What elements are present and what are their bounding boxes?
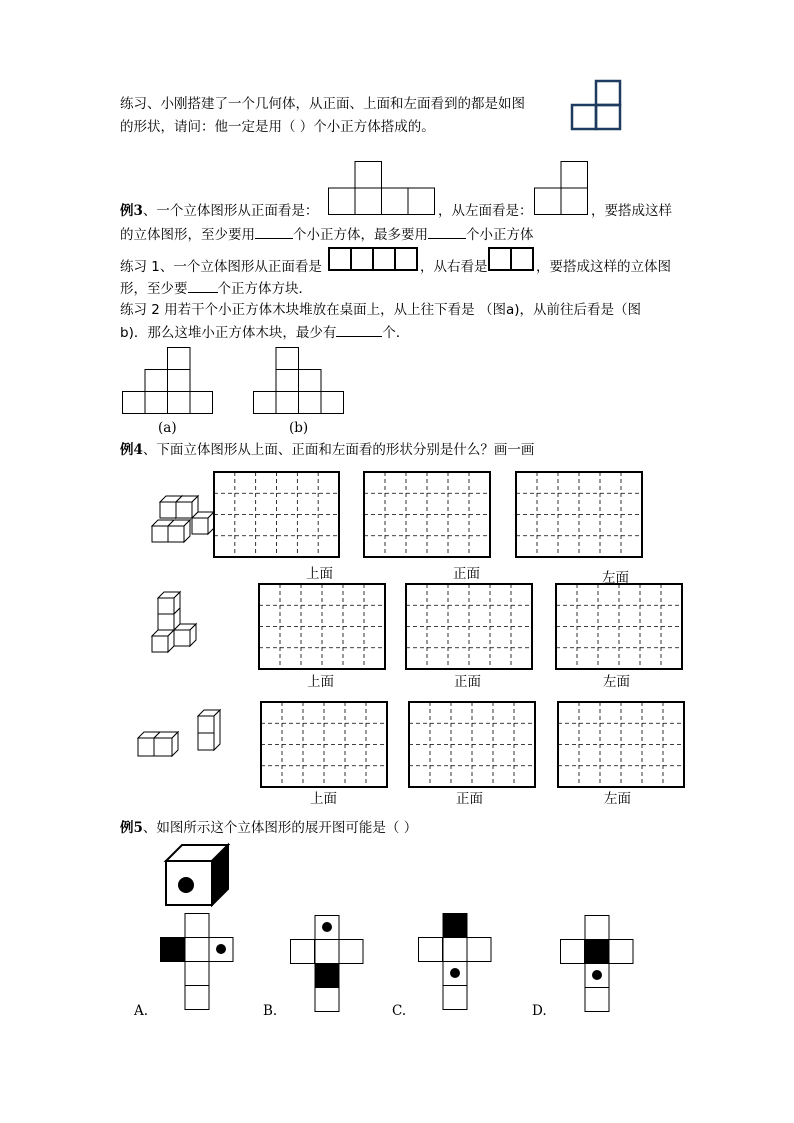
ex5-net-a [160, 913, 236, 1013]
ex3p1-text-3: ，要搭成这样的立体图 [536, 259, 671, 275]
ex3-text-1: 、一个立体图形从正面看是： [142, 203, 319, 219]
ex4-answer-grid-r2-front[interactable] [405, 583, 533, 670]
ex4-answer-grid-r3-left[interactable] [557, 701, 685, 788]
ex3p2-line-2 [120, 322, 409, 343]
ex4-num: 4 [133, 442, 143, 458]
ex4-solid-2 [150, 592, 200, 658]
ex5-cube [166, 845, 230, 907]
ex5-option-c-label[interactable]: C. [392, 1003, 407, 1019]
ex3-blank-min[interactable] [255, 224, 293, 239]
ex4-answer-grid-r2-top[interactable] [258, 583, 386, 670]
ex5-label: 例 [120, 820, 134, 836]
figure-a-top-view [122, 347, 214, 415]
ex3-line2-b: 个小正方体，最多要用 [293, 227, 428, 243]
ex3-left-view [534, 161, 588, 215]
ex4-solid-3 [136, 710, 226, 764]
ex4-r2-cap-top: 上面 [307, 674, 334, 690]
ex3-front-view [328, 161, 438, 215]
ex4-answer-grid-r2-left[interactable] [555, 583, 683, 670]
ex4-r1-cap-left: 左面 [602, 570, 629, 586]
ex3-line-1 [120, 201, 318, 221]
practice-view-figure [572, 81, 622, 131]
ex4-r3-cap-front: 正面 [456, 791, 483, 807]
ex4-answer-grid-r3-front[interactable] [408, 701, 536, 788]
ex3p1-text-1: 练习 1、一个立体图形从正面看是 [120, 259, 322, 275]
ex3p2-line2-a: b)．那么这堆小正方体木块，最少有 [120, 325, 337, 341]
ex4-solid-1 [150, 494, 216, 548]
ex5-option-a-label[interactable]: A. [134, 1003, 149, 1019]
ex5-net-c [418, 913, 494, 1013]
ex4-answer-grid-r3-top[interactable] [260, 701, 388, 788]
ex3p1-text-2: ，从右看是 [420, 259, 488, 275]
ex3p2-line-1: 练习 2 用若干个小正方体木块堆放在桌面上，从上往下看是 （图a)，从前往后看是（图 [120, 302, 642, 318]
ex4-answer-grid-r1-left[interactable] [515, 471, 643, 558]
ex4-label: 例 [120, 442, 134, 458]
practice-line-1: 练习、小刚搭建了一个几何体，从正面、上面和左面看到的都是如图 [120, 96, 525, 112]
practice-line-2: 的形状，请问：他一定是用（ ）个小正方体搭成的。 [120, 119, 435, 135]
ex4-r1-cap-front: 正面 [453, 566, 480, 582]
ex3p2-line2-b: 个． [382, 325, 410, 341]
ex4-answer-grid-r1-front[interactable] [363, 471, 491, 558]
ex3-line-2 [120, 224, 534, 245]
ex4-r2-cap-front: 正面 [454, 674, 481, 690]
ex5-option-b-label[interactable]: B. [263, 1003, 278, 1019]
ex3-line2-a: 的立体图形，至少要用 [120, 227, 255, 243]
ex4-r3-cap-left: 左面 [604, 791, 631, 807]
ex3-blank-max[interactable] [428, 224, 466, 239]
ex5-option-d-label[interactable]: D. [532, 1003, 547, 1019]
ex3-line2-c: 个小正方体 [466, 227, 534, 243]
ex3p1-line-2 [120, 278, 312, 299]
ex4-heading [120, 440, 534, 460]
ex3p1-line2-a: 形，至少要 [120, 281, 188, 297]
ex5-num: 5 [133, 820, 143, 836]
ex3p1-right-view [488, 247, 534, 271]
ex3-num: 3 [133, 203, 143, 219]
ex3-text-2: ，从左面看是： [438, 203, 533, 219]
ex3p1-front-view [328, 247, 418, 271]
ex5-net-d [560, 915, 636, 1015]
ex3-text-3: ，要搭成这样 [591, 203, 672, 219]
ex4-r2-cap-left: 左面 [603, 674, 630, 690]
ex4-answer-grid-r1-top[interactable] [213, 471, 340, 558]
ex5-net-b [290, 915, 366, 1015]
ex5-heading [120, 818, 417, 838]
figure-b-front-view [253, 347, 345, 415]
ex4-r3-cap-top: 上面 [310, 791, 337, 807]
ex4-text: 、下面立体图形从上面、正面和左面看的形状分别是什么？画一画 [142, 442, 535, 458]
ex3p2-blank[interactable] [336, 322, 382, 337]
ex3p1-line2-b: 个正方体方块． [217, 281, 312, 297]
ex3p1-blank[interactable] [188, 278, 218, 293]
figure-b-caption: (b) [289, 420, 309, 436]
figure-a-caption: (a) [158, 420, 177, 436]
ex5-text: 、如图所示这个立体图形的展开图可能是（ ） [142, 820, 418, 836]
ex4-r1-cap-top: 上面 [306, 566, 333, 582]
ex3-label: 例 [120, 203, 134, 219]
